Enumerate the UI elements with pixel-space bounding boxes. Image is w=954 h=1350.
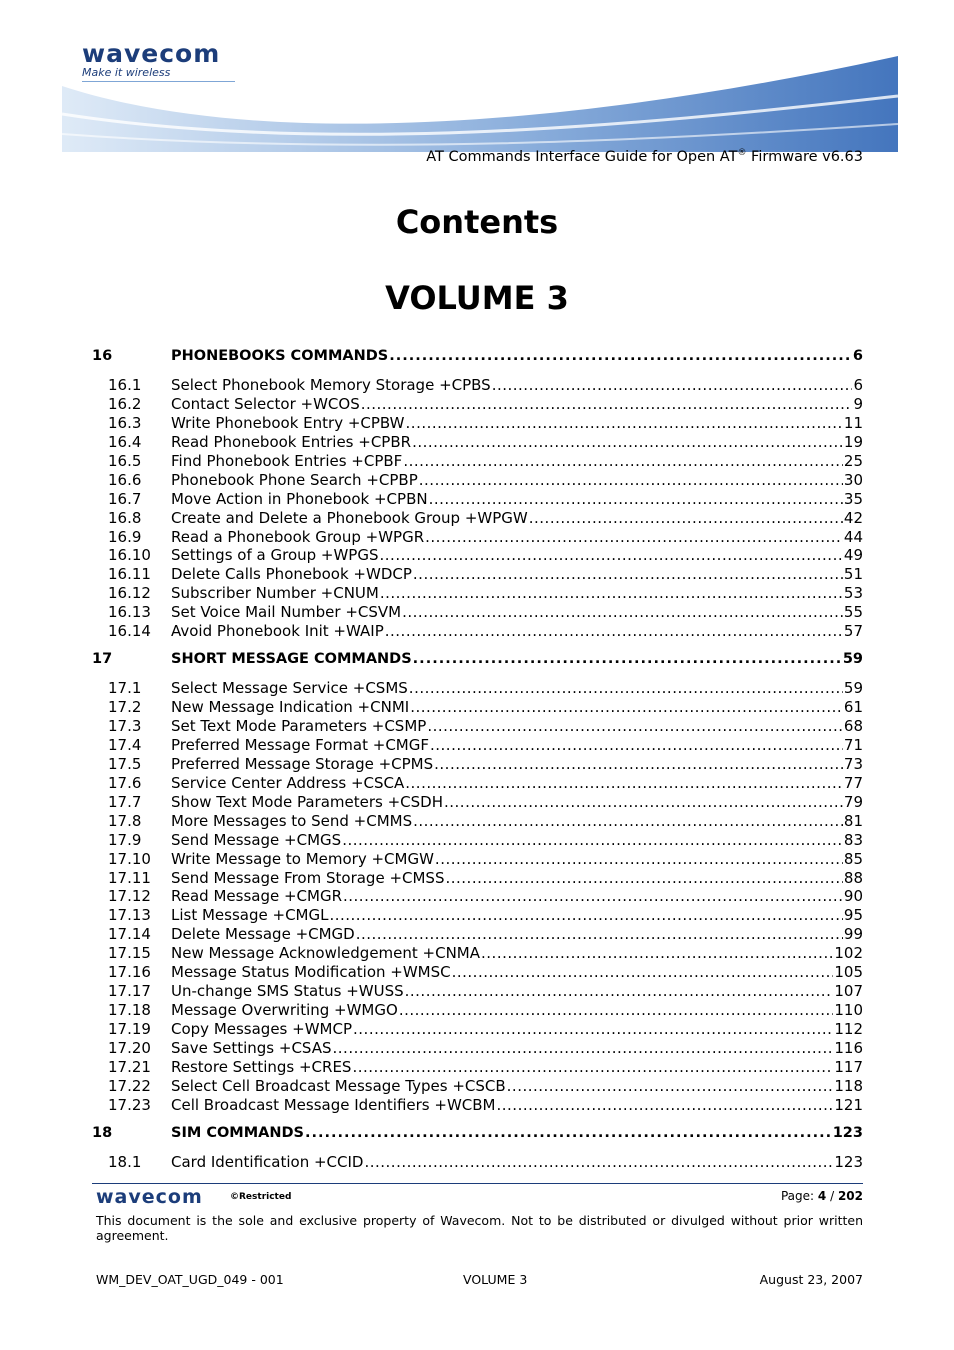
toc-section[interactable]: [92, 1096, 863, 1115]
section-page: 83: [843, 830, 863, 849]
dot-leader: [425, 528, 843, 546]
section-number: 16.4: [108, 432, 142, 451]
section-number: 17.23: [108, 1095, 151, 1114]
section-title: Read Message +CMGR: [171, 887, 342, 906]
section-number: 17.13: [108, 906, 151, 925]
section-title: Save Settings +CSAS: [171, 1038, 332, 1057]
toc-section[interactable]: [92, 717, 863, 736]
section-title: Preferred Message Format +CMGF: [171, 735, 429, 754]
document-title: AT Commands Interface Guide for Open AT® Firmware v6.63: [426, 148, 863, 165]
section-page: 44: [843, 527, 863, 546]
section-title: Cell Broadcast Message Identifiers +WCBM: [171, 1095, 496, 1114]
section-page: 73: [843, 754, 863, 773]
dot-leader: [529, 509, 843, 527]
toc-section[interactable]: [92, 963, 863, 982]
section-number: 17.12: [108, 887, 151, 906]
section-number: 17.3: [108, 717, 142, 735]
section-page: 107: [834, 982, 863, 1001]
dot-leader: [430, 736, 843, 754]
header-wave-graphic: [60, 56, 900, 156]
restricted-mark: ©Restricted: [230, 1192, 292, 1202]
dot-leader: [497, 1096, 834, 1114]
section-title: New Message Indication +CNMI: [171, 698, 410, 717]
footer-divider: [92, 1183, 863, 1184]
section-number: 17.11: [108, 868, 151, 887]
toc-section[interactable]: [92, 906, 863, 925]
section-title: Avoid Phonebook Init +WAIP: [171, 622, 384, 641]
section-title: Select Message Service +CSMS: [171, 679, 408, 698]
footer-logo: wavecom: [96, 1186, 203, 1208]
toc-section[interactable]: [92, 584, 863, 603]
section-title: Set Voice Mail Number +CSVM: [171, 603, 402, 622]
toc-section[interactable]: [92, 376, 863, 395]
chapter-page: 6: [852, 348, 863, 364]
dot-leader: [343, 887, 843, 905]
section-page: 117: [834, 1057, 863, 1076]
section-page: 9: [853, 394, 863, 413]
section-number: 16.6: [108, 470, 142, 489]
section-page: 68: [843, 717, 863, 735]
section-title: Subscriber Number +CNUM: [171, 584, 379, 603]
chapter-title: PHONEBOOKS COMMANDS: [171, 348, 389, 364]
chapter-page: 123: [832, 1124, 863, 1141]
section-number: 16.1: [108, 376, 142, 394]
chapter-title: SHORT MESSAGE COMMANDS: [171, 651, 412, 668]
toc-section[interactable]: [92, 603, 863, 622]
section-title: More Messages to Send +CMMS: [171, 811, 413, 830]
logo-wordmark: wavecom: [82, 39, 221, 68]
dot-leader: [361, 395, 853, 413]
toc-section[interactable]: [92, 679, 863, 698]
dot-leader: [429, 490, 843, 508]
toc-section[interactable]: [92, 395, 863, 414]
section-page: 121: [834, 1095, 863, 1114]
section-title: List Message +CMGL: [171, 906, 329, 925]
chapter-title: SIM COMMANDS: [171, 1124, 304, 1141]
section-title: Settings of a Group +WPGS: [171, 546, 379, 565]
section-number: 17.20: [108, 1038, 151, 1057]
section-title: Phonebook Phone Search +CPBP: [171, 470, 418, 489]
dot-leader: [434, 755, 843, 773]
document-id: WM_DEV_OAT_UGD_049 - 001: [96, 1272, 284, 1287]
chapter-page: 59: [842, 651, 863, 668]
section-page: 42: [843, 508, 863, 527]
toc-section[interactable]: [92, 565, 863, 584]
section-title: Write Phonebook Entry +CPBW: [171, 413, 405, 432]
section-number: 17.5: [108, 754, 142, 773]
section-title: New Message Acknowledgement +CNMA: [171, 944, 481, 963]
section-number: 17.21: [108, 1057, 151, 1076]
section-page: 81: [843, 811, 863, 830]
dot-leader: [435, 850, 843, 868]
section-page: 57: [843, 622, 863, 641]
footer-volume: VOLUME 3: [463, 1272, 528, 1287]
section-page: 88: [843, 868, 863, 887]
dot-leader: [413, 565, 843, 583]
toc-section[interactable]: [92, 471, 863, 490]
dot-leader: [385, 622, 843, 640]
dot-leader: [409, 679, 843, 697]
dot-leader: [413, 651, 842, 667]
section-number: 17.10: [108, 849, 151, 868]
toc-section[interactable]: [92, 793, 863, 812]
dot-leader: [492, 376, 853, 394]
section-number: 16.10: [108, 546, 151, 565]
section-page: 11: [843, 413, 863, 432]
section-page: 30: [843, 470, 863, 489]
section-number: 17.2: [108, 698, 142, 717]
section-title: Show Text Mode Parameters +CSDH: [171, 792, 443, 811]
dot-leader: [380, 546, 843, 564]
dot-leader: [427, 717, 843, 735]
section-number: 16.13: [108, 603, 151, 622]
section-title: Write Message to Memory +CMGW: [171, 849, 434, 868]
toc-section[interactable]: [92, 1001, 863, 1020]
toc-section[interactable]: [92, 736, 863, 755]
toc-section[interactable]: [92, 433, 863, 452]
section-page: 85: [843, 849, 863, 868]
section-page: 105: [834, 963, 863, 982]
section-title: Preferred Message Storage +CPMS: [171, 754, 434, 773]
section-page: 99: [843, 925, 863, 944]
dot-leader: [412, 433, 843, 451]
section-number: 16.2: [108, 394, 142, 413]
toc-section[interactable]: [92, 982, 863, 1001]
dot-leader: [333, 1039, 834, 1057]
toc-section[interactable]: [92, 812, 863, 831]
logo-tagline: Make it wireless: [82, 66, 171, 79]
toc-section[interactable]: [92, 1020, 863, 1039]
toc-section[interactable]: [92, 1077, 863, 1096]
toc-chapter-16[interactable]: [92, 348, 863, 367]
section-number: 17.14: [108, 925, 151, 944]
dot-leader: [352, 1058, 833, 1076]
section-page: 49: [843, 546, 863, 565]
section-title: Create and Delete a Phonebook Group +WPGW: [171, 508, 528, 527]
dot-leader: [342, 831, 843, 849]
toc-section[interactable]: [92, 887, 863, 906]
section-page: 77: [843, 773, 863, 792]
section-page: 90: [843, 887, 863, 906]
section-number: 17.18: [108, 1001, 151, 1020]
toc-section[interactable]: [92, 925, 863, 944]
toc-section[interactable]: [92, 414, 863, 433]
section-page: 110: [834, 1001, 863, 1020]
confidentiality-notice: This document is the sole and exclusive property of Wavecom. Not to be distributed or divulged without prior written agreement.: [96, 1213, 863, 1243]
section-title: Move Action in Phonebook +CPBN: [171, 489, 428, 508]
section-page: 118: [834, 1076, 863, 1095]
section-number: 18.1: [108, 1152, 142, 1171]
section-page: 95: [843, 906, 863, 925]
section-number: 17.7: [108, 792, 142, 811]
chapter-number: 16: [92, 348, 113, 364]
dot-leader: [402, 603, 843, 621]
section-page: 112: [834, 1020, 863, 1038]
dot-leader: [364, 1153, 833, 1171]
dot-leader: [389, 348, 852, 364]
section-page: 61: [843, 698, 863, 717]
section-number: 16.5: [108, 451, 142, 470]
section-title: Read Phonebook Entries +CPBR: [171, 432, 412, 451]
toc-section[interactable]: [92, 850, 863, 869]
dot-leader: [445, 869, 842, 887]
section-title: Restore Settings +CRES: [171, 1057, 352, 1076]
toc-section[interactable]: [92, 1058, 863, 1077]
dot-leader: [410, 698, 843, 716]
dot-leader: [507, 1077, 834, 1095]
dot-leader: [356, 925, 843, 943]
section-title: Set Text Mode Parameters +CSMP: [171, 717, 427, 735]
section-title: Select Phonebook Memory Storage +CPBS: [171, 376, 491, 394]
section-title: Message Overwriting +WMGO: [171, 1001, 398, 1020]
section-page: 53: [843, 584, 863, 603]
section-title: Un-change SMS Status +WUSS: [171, 982, 404, 1001]
toc-section[interactable]: [92, 622, 863, 641]
dot-leader: [405, 982, 834, 1000]
section-number: 17.8: [108, 811, 142, 830]
section-number: 16.7: [108, 489, 142, 508]
chapter-number: 18: [92, 1124, 113, 1141]
section-number: 17.6: [108, 773, 142, 792]
section-number: 16.8: [108, 508, 142, 527]
table-of-contents: [92, 348, 863, 1172]
section-number: 16.3: [108, 413, 142, 432]
toc-section[interactable]: [92, 546, 863, 565]
section-number: 17.4: [108, 735, 142, 754]
section-page: 35: [843, 489, 863, 508]
section-page: 6: [853, 376, 863, 394]
toc-chapter-18[interactable]: [92, 1125, 863, 1144]
section-number: 17.9: [108, 830, 142, 849]
dot-leader: [353, 1020, 833, 1038]
toc-section[interactable]: [92, 490, 863, 509]
section-title: Message Status Modification +WMSC: [171, 963, 451, 982]
toc-section[interactable]: [92, 452, 863, 471]
dot-leader: [403, 452, 843, 470]
dot-leader: [399, 1001, 834, 1019]
dot-leader: [444, 793, 843, 811]
section-page: 59: [843, 679, 863, 698]
section-title: Send Message +CMGS: [171, 830, 342, 849]
section-title: Copy Messages +WMCP: [171, 1020, 353, 1038]
section-number: 17.22: [108, 1076, 151, 1095]
dot-leader: [413, 812, 843, 830]
section-number: 17.1: [108, 679, 142, 698]
dot-leader: [305, 1125, 832, 1141]
section-number: 16.14: [108, 622, 151, 641]
chapter-number: 17: [92, 651, 113, 668]
section-page: 102: [834, 944, 863, 963]
section-page: 116: [834, 1038, 863, 1057]
section-title: Service Center Address +CSCA: [171, 773, 405, 792]
dot-leader: [419, 471, 843, 489]
section-page: 79: [843, 792, 863, 811]
section-number: 16.11: [108, 565, 151, 584]
toc-section[interactable]: [92, 755, 863, 774]
contents-heading: Contents: [395, 203, 559, 241]
dot-leader: [329, 906, 842, 924]
section-page: 123: [834, 1152, 863, 1171]
page-number: Page: 4 / 202: [780, 1189, 863, 1203]
section-number: 17.15: [108, 944, 151, 963]
section-title: Read a Phonebook Group +WPGR: [171, 527, 425, 546]
section-page: 25: [843, 451, 863, 470]
section-number: 16.9: [108, 527, 142, 546]
dot-leader: [406, 414, 843, 432]
section-page: 51: [843, 565, 863, 584]
section-title: Select Cell Broadcast Message Types +CSCB: [171, 1076, 506, 1095]
toc-chapter-17[interactable]: [92, 651, 863, 670]
toc-section[interactable]: [92, 698, 863, 717]
section-number: 16.12: [108, 584, 151, 603]
toc-section[interactable]: [92, 774, 863, 793]
section-title: Send Message From Storage +CMSS: [171, 868, 445, 887]
section-title: Contact Selector +WCOS: [171, 394, 360, 413]
toc-section[interactable]: [92, 1153, 863, 1172]
section-page: 19: [843, 432, 863, 451]
toc-section[interactable]: [92, 1039, 863, 1058]
toc-section[interactable]: [92, 944, 863, 963]
section-title: Delete Calls Phonebook +WDCP: [171, 565, 412, 584]
volume-heading: VOLUME 3: [385, 279, 569, 317]
dot-leader: [452, 963, 834, 981]
toc-section[interactable]: [92, 509, 863, 528]
section-title: Card Identification +CCID: [171, 1152, 364, 1171]
section-number: 17.19: [108, 1020, 151, 1038]
section-number: 17.17: [108, 982, 151, 1001]
section-page: 71: [843, 735, 863, 754]
dot-leader: [380, 584, 843, 602]
dot-leader: [481, 944, 833, 962]
toc-section[interactable]: [92, 528, 863, 547]
toc-section[interactable]: [92, 831, 863, 850]
section-title: Delete Message +CMGD: [171, 925, 355, 944]
document-date: August 23, 2007: [759, 1272, 863, 1287]
section-number: 17.16: [108, 963, 151, 982]
toc-section[interactable]: [92, 869, 863, 888]
section-page: 55: [843, 603, 863, 622]
section-title: Find Phonebook Entries +CPBF: [171, 451, 403, 470]
dot-leader: [405, 774, 843, 792]
